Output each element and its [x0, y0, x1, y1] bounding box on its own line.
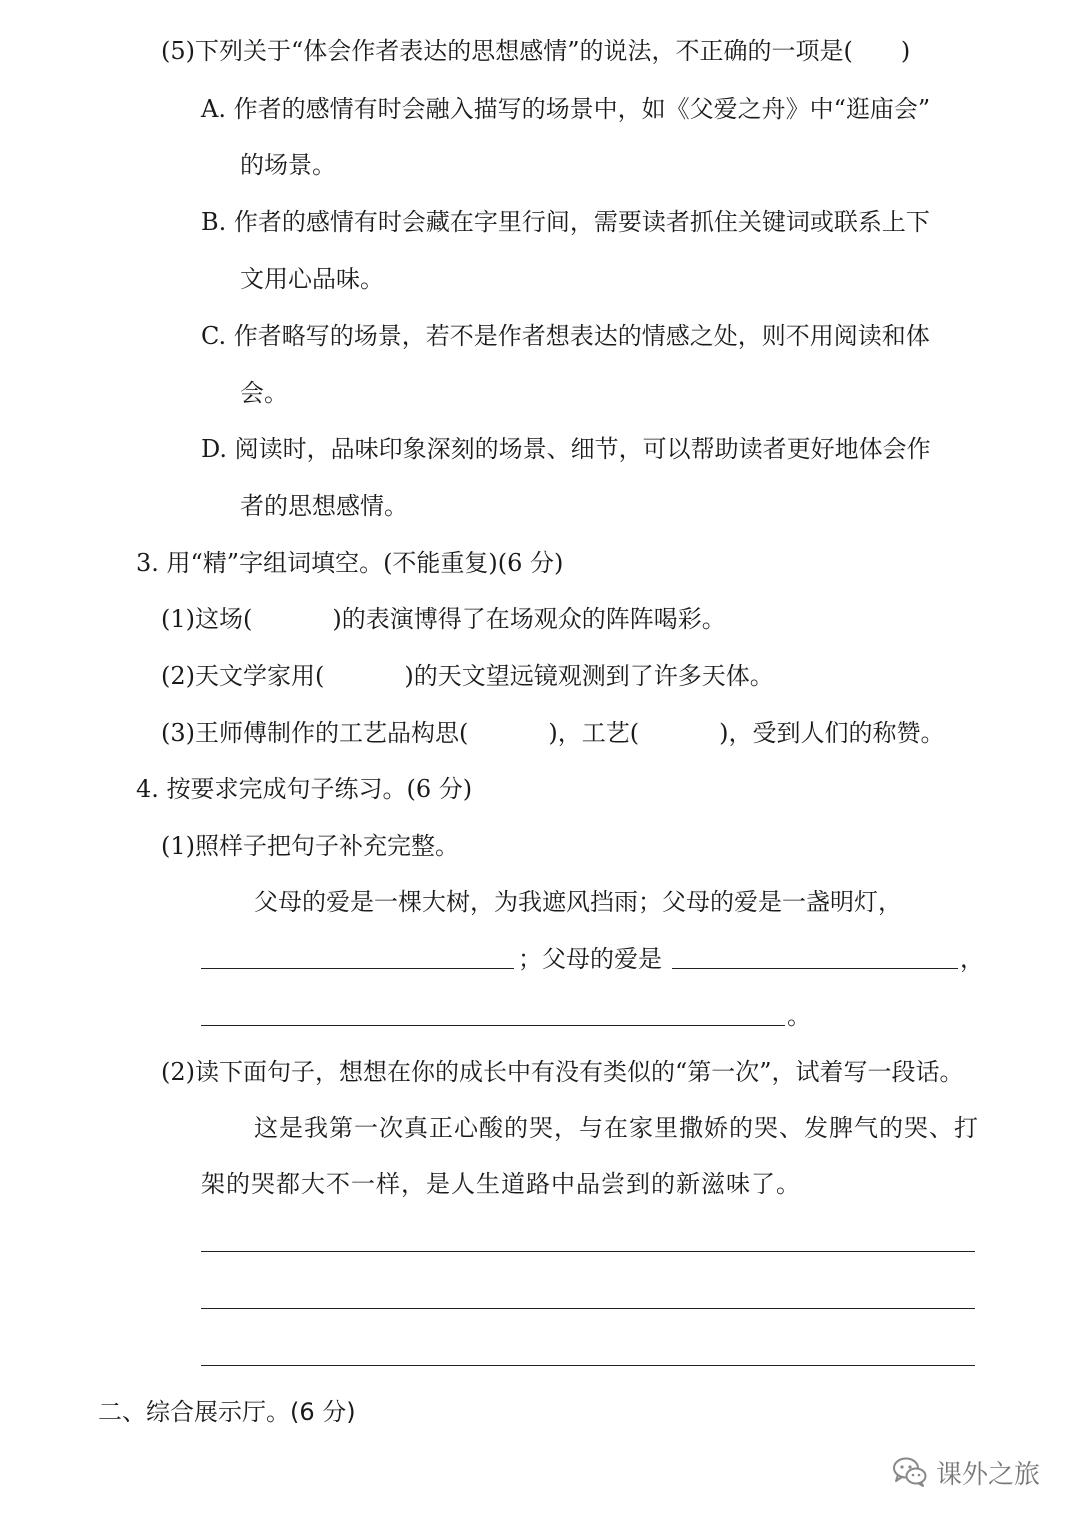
- option-c-line2: 会。: [240, 379, 288, 407]
- q4-title: 4. 按要求完成句子练习。(6 分): [136, 775, 473, 803]
- q3-item-1-after: )的表演博得了在场观众的阵阵喝彩。: [332, 605, 726, 633]
- q3-item-3-middle: )，工艺(: [548, 719, 640, 747]
- q5-stem: (5)下列关于“体会作者表达的思想感情”的说法，不正确的一项是( ): [161, 37, 911, 65]
- q4-sub2-label: (2)读下面句子，想想在你的成长中有没有类似的“第一次”，试着写一段话。: [161, 1058, 964, 1086]
- q4-sub1-mid: ；父母的爱是: [518, 945, 662, 973]
- answer-line[interactable]: [672, 968, 958, 969]
- q3-item-3-after: )，受到人们的称赞。: [719, 719, 945, 747]
- watermark-text: 课外之旅: [936, 1459, 1041, 1490]
- wechat-icon: [892, 1456, 928, 1488]
- q4-sub1-label: (1)照样子把句子补充完整。: [161, 832, 459, 860]
- option-a-line1: A. 作者的感情有时会融入描写的场景中，如《父爱之舟》中“逛庙会”: [201, 95, 931, 123]
- q4-sub1-comma: ，: [960, 945, 984, 973]
- q3-item-3-before: (3)王师傅制作的工艺品构思(: [161, 719, 469, 747]
- option-b-line1: B. 作者的感情有时会藏在字里行间，需要读者抓住关键词或联系上下: [201, 208, 930, 236]
- option-a-line2: 的场景。: [240, 151, 336, 179]
- option-b-line2: 文用心品味。: [240, 265, 384, 293]
- answer-line[interactable]: [201, 968, 514, 969]
- option-d-line1: D. 阅读时，品味印象深刻的场景、细节，可以帮助读者更好地体会作: [201, 435, 931, 463]
- q4-sub2-quote-line2: 架的哭都大不一样，是人生道路中品尝到的新滋味了。: [201, 1170, 801, 1198]
- option-c-line1: C. 作者略写的场景，若不是作者想表达的情感之处，则不用阅读和体: [201, 322, 930, 350]
- section-2-title: 二、综合展示厅。(6 分): [98, 1398, 356, 1426]
- q3-item-2: [161, 659, 774, 693]
- q3-item-1-before: (1)这场(: [161, 605, 253, 633]
- q4-sub1-end: 。: [787, 1002, 811, 1030]
- watermark: [892, 1452, 1040, 1492]
- writing-line[interactable]: [201, 1308, 975, 1309]
- q3-item-1: [161, 602, 726, 636]
- writing-line[interactable]: [201, 1365, 975, 1366]
- answer-line[interactable]: [201, 1025, 785, 1026]
- q3-item-3: [161, 716, 944, 750]
- q4-sub1-sentence: 父母的爱是一棵大树，为我遮风挡雨；父母的爱是一盏明灯，: [254, 888, 902, 916]
- q4-sub2-quote-line1: 这是我第一次真正心酸的哭，与在家里撒娇的哭、发脾气的哭、打: [254, 1114, 979, 1142]
- q3-title: 3. 用“精”字组词填空。(不能重复)(6 分): [136, 549, 564, 577]
- writing-line[interactable]: [201, 1251, 975, 1252]
- option-d-line2: 者的思想感情。: [240, 492, 408, 520]
- q3-item-2-after: )的天文望远镜观测到了许多天体。: [404, 662, 774, 690]
- q3-item-2-before: (2)天文学家用(: [161, 662, 325, 690]
